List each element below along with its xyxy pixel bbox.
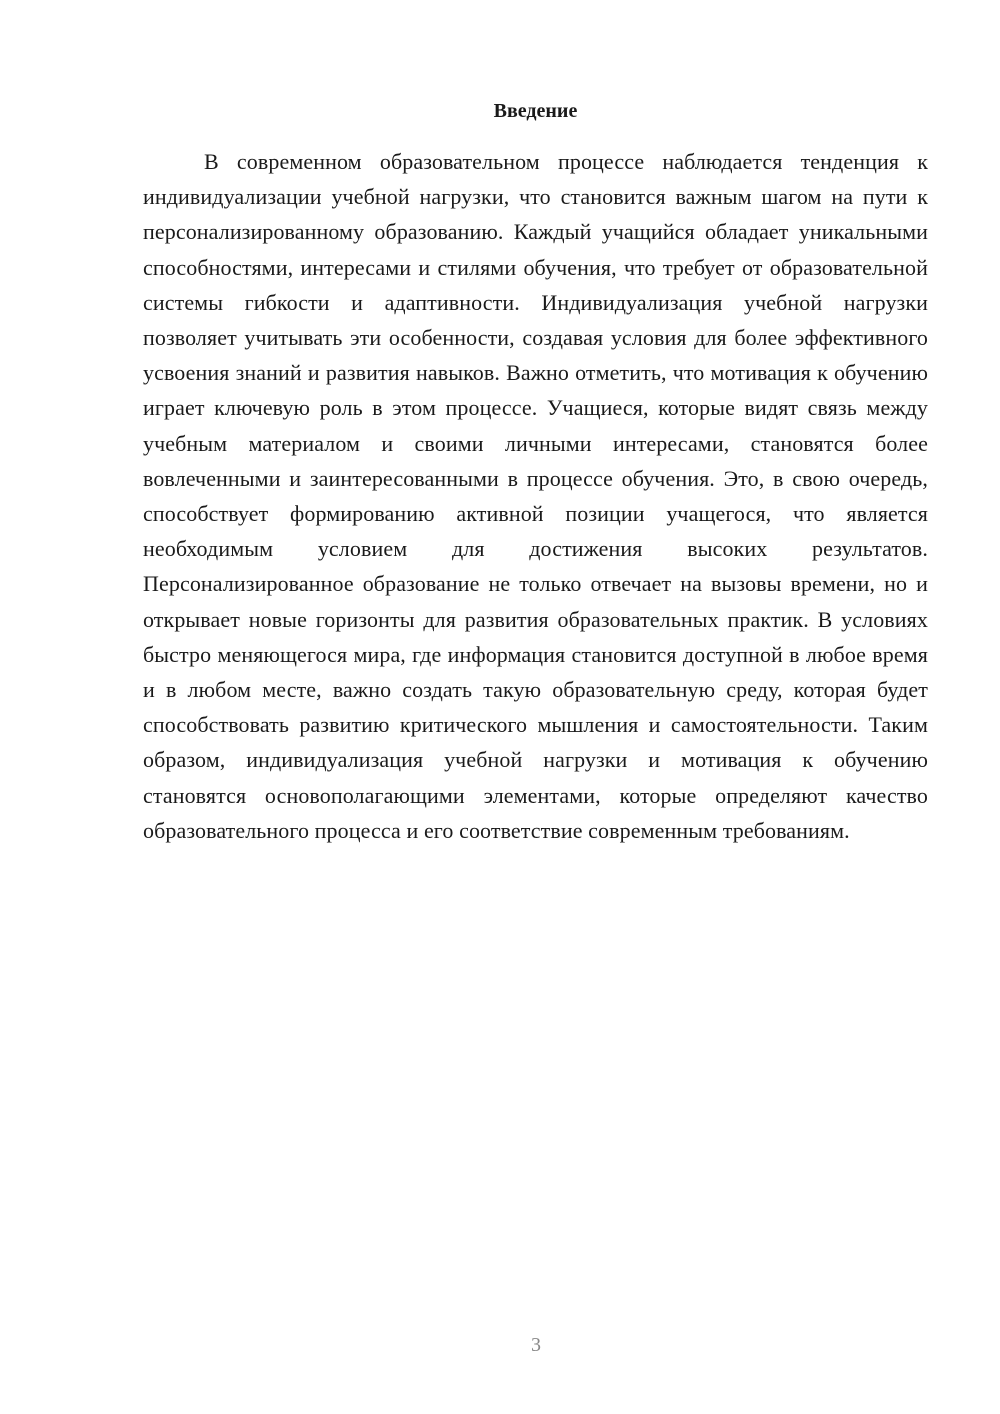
body-paragraph: В современном образовательном процессе наблюдается тенденция к индивидуализации учебной нагрузки, что становится важным шагом на пути к персонализированному образованию. Каждый учащийся обладает уникальными способностями, интересами и стилями обучения, что требует от образовательной системы гибкости и адаптивности. Индивидуализация учебной нагрузки позволяет учитывать эти особенности, создавая условия для более эффективного усвоения знаний и развития навыков. Важно отметить, что мотивация к обучению играет ключевую роль в этом процессе. Учащиеся, которые видят связь между учебным материалом и своими личными интересами, становятся более вовлеченными и заинтересованными в процессе обучения. Это, в свою очередь, способствует формированию активной позиции учащегося, что является необходимым условием для достижения высоких результатов. Персонализированное образование не только отвечает на вызовы времени, но и открывает новые горизонты для развития образовательных практик. В условиях быстро меняющегося мира, где информация становится доступной в любое время и в любом месте, важно создать такую образовательную среду, которая будет способствовать развитию критического мышления и самостоятельности. Таким образом, индивидуализация учебной нагрузки и мотивация к обучению становятся основополагающими элементами, которые определяют качество образовательного процесса и его соответствие современным требованиям. xyxy=(143,149,928,843)
page-number: 3 xyxy=(531,1334,541,1356)
section-heading: Введение xyxy=(493,100,578,122)
